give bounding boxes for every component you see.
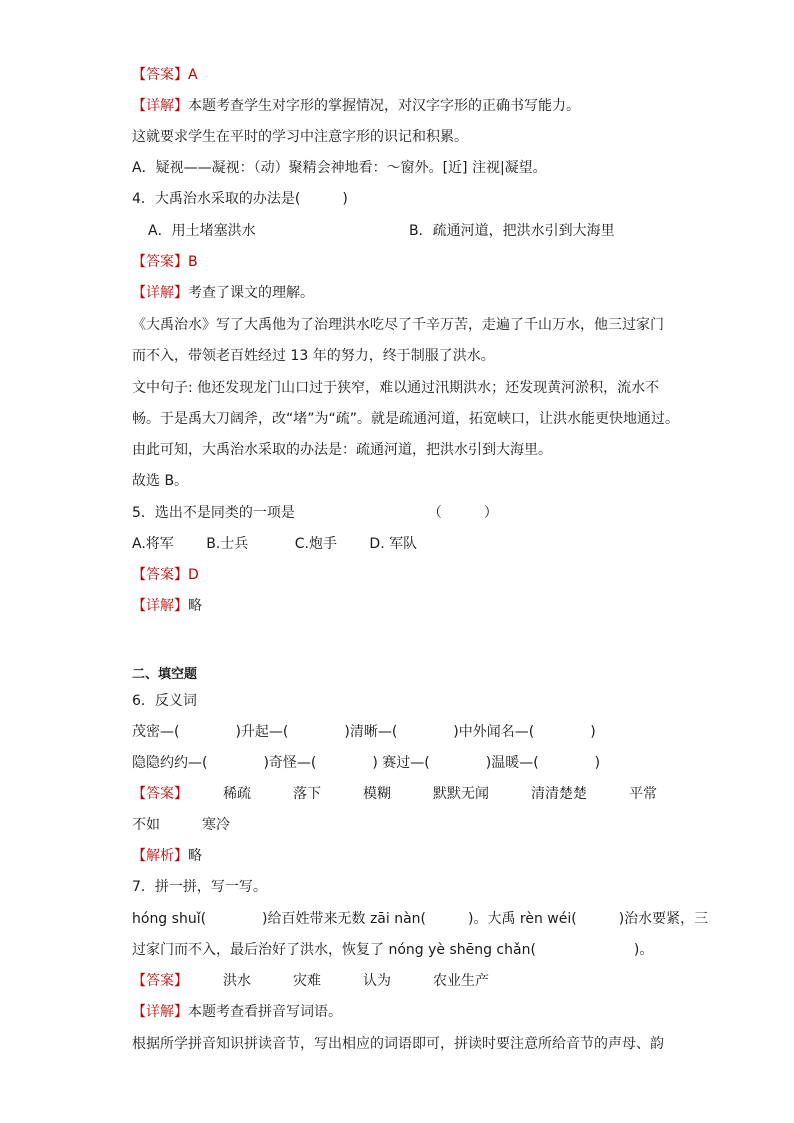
answer-label: 【答案】 [132,254,188,270]
q7-answers: 洪水 灾难 认为 农业生产 [181,973,489,989]
answer-label: 【答案】 [132,786,181,802]
detail-label: 【详解】 [132,98,188,114]
q4-para1-line1: 《大禹治水》写了大禹他为了治理洪水吃尽了千辛万苦，走遍了千山万水，他三过家门 [132,317,664,333]
answer-value: D [188,567,199,583]
q6-answer-line [132,785,657,803]
q6-answer-line-2: 不如 寒冷 [132,817,230,833]
q7-row2: 过家门而不入，最后治好了洪水，恢复了 nóng yè shēng chǎn( )。 [132,942,654,958]
q7-para: 根据所学拼音知识拼读音节，写出相应的词语即可，拼读时要注意所给音节的声母、韵 [132,1036,664,1052]
analysis-label: 【解析】 [132,848,188,864]
q5-detail-line [132,597,202,615]
q4-para2-line2: 畅。于是禹大刀阔斧，改“堵”为“疏”。就是疏通河道，拓宽峡口，让洪水能更快地通过。 [132,411,680,427]
q6-answers: 稀疏 落下 模糊 默默无闻 清清楚楚 平常 [181,786,657,802]
q6-row1: 茂密—( )升起—( )清晰—( )中外闻名—( ) [132,724,596,740]
detail-text: 考查了课文的理解。 [188,285,314,301]
q4-option-a: A．用土堵塞洪水 [148,223,256,239]
q3-detail-line-2: 这就要求学生在平时的学习中注意字形的识记和积累。 [132,129,468,145]
answer-label: 【答案】 [132,67,188,83]
answer-label: 【答案】 [132,567,188,583]
analysis-text: 略 [188,848,202,864]
section-title: 二、填空题 [132,667,198,682]
detail-label: 【详解】 [132,598,188,614]
q4-conclusion: 故选 B。 [132,473,189,489]
q6-analysis-line [132,847,202,865]
q4-para1-line2: 而不入，带领老百姓经过 13 年的努力，终于制服了洪水。 [132,348,495,364]
detail-text: 本题考查看拼音写词语。 [188,1004,342,1020]
q4-para3: 由此可知，大禹治水采取的办法是：疏通河道，把洪水引到大海里。 [132,442,552,458]
q4-answer-line [132,253,198,271]
q6-row2: 隐隐约约—( )奇怪—( ) 赛过—( )温暖—( ) [132,755,601,771]
q4-options [148,222,668,240]
q3-detail-line [132,97,580,115]
q7-row1: hóng shuǐ( )给百姓带来无数 zāi nàn( )。大禹 rèn wéi( )治水要紧，三 [132,911,709,927]
q4-option-b: B．疏通河道，把洪水引到大海里 [409,223,615,239]
q4-detail-line [132,284,314,302]
q3-answer-line [132,66,198,84]
q4-stem: 4．大禹治水采取的办法是( ) [132,191,348,207]
q7-detail-line [132,1003,342,1021]
q5-options: A.将军 B.士兵 C.炮手 D. 军队 [132,536,418,552]
q4-para2-line1: 文中句子: 他还发现龙门山口过于狭窄，难以通过汛期洪水；还发现黄河淤积，流水不 [132,380,660,396]
q6-stem: 6．反义词 [132,693,197,709]
detail-text: 本题考查学生对字形的掌握情况，对汉字字形的正确书写能力。 [188,98,580,114]
detail-label: 【详解】 [132,1004,188,1020]
detail-text: 略 [188,598,202,614]
answer-value: A [188,67,198,83]
q3-note: A．疑视——凝视：（动）聚精会神地看：～窗外。[近] 注视|凝望。 [132,160,547,176]
q7-stem: 7．拼一拼，写一写。 [132,879,267,895]
answer-value: B [188,254,198,270]
detail-label: 【详解】 [132,285,188,301]
answer-label: 【答案】 [132,973,181,989]
q5-answer-line [132,566,199,584]
q7-answer-line [132,972,489,990]
q5-stem: 5．选出不是同类的一项是 （ ） [132,505,498,521]
